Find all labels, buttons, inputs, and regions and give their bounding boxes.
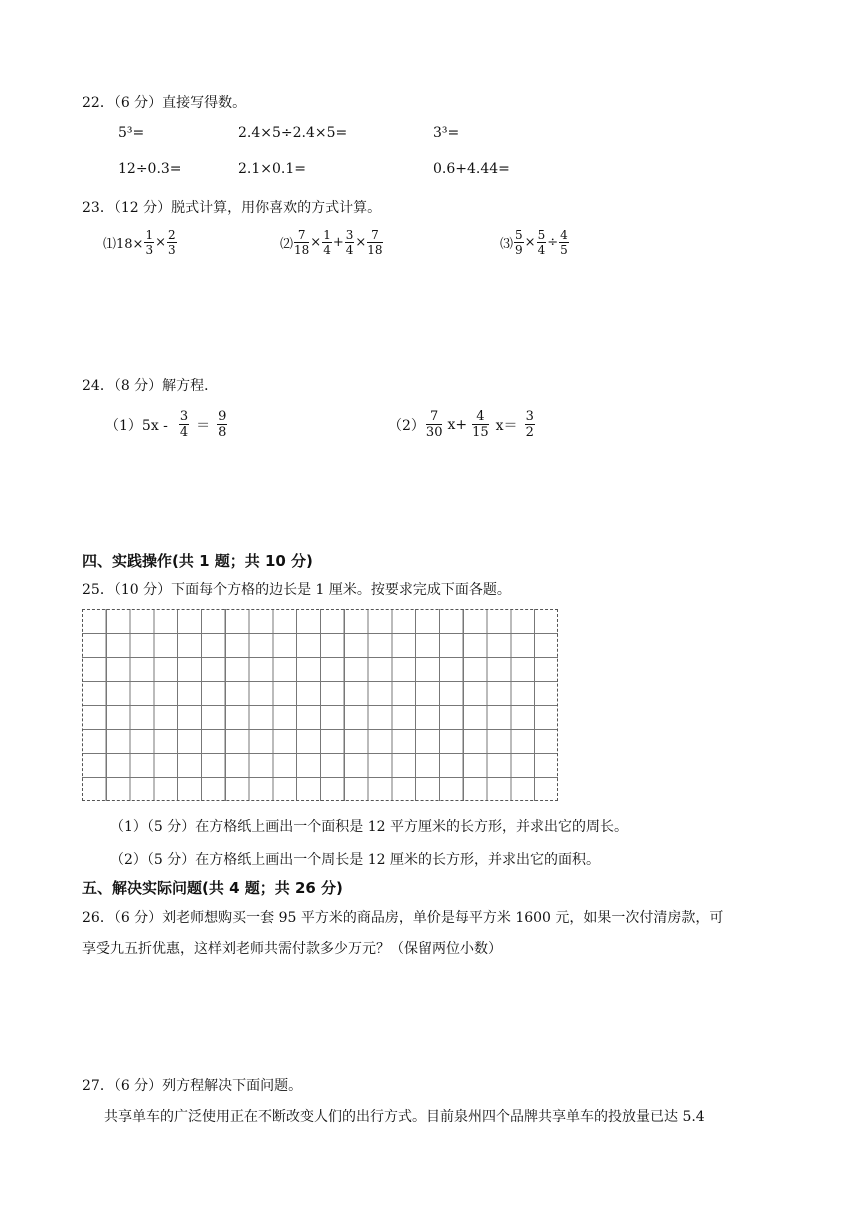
operator: × [524,235,536,250]
q27-title: 27．（6 分）列方程解决下面问题。 [82,1078,303,1094]
q27-line-1: 共享单车的广泛使用正在不断改变人们的出行方式。目前泉州四个品牌共享单车的投放量已达 5.4 [104,1109,705,1125]
fraction: $\frac{3}{2}$ [525,409,534,440]
fraction: $\frac{7}{18}$ [294,228,310,257]
operator: ÷ [547,235,559,250]
equation-text: x＝ [495,417,518,434]
fraction: $\frac{7}{30}$ [425,409,443,440]
q24-equation-1 [105,410,228,439]
section-heading-5: 五、解决实际问题(共 4 题；共 26 分) [82,879,343,897]
fraction: $\frac{5}{4}$ [537,228,546,257]
q22-item-4: 12÷0.3= [118,161,182,177]
operator: × [355,235,367,250]
fraction: $\frac{4}{5}$ [560,228,568,257]
q25-part-2: （2）（5 分）在方格纸上画出一个周长是 12 厘米的长方形，并求出它的面积。 [110,852,600,868]
fraction: $\frac{7}{18}$ [367,228,383,257]
fraction: $\frac{1}{3}$ [145,228,154,257]
q22-item-6: 0.6+4.44= [433,161,510,177]
expr-label: ⑴18× [103,237,144,252]
expr-label: ⑶ [500,237,514,252]
equation-label: （1）5x - [105,417,168,434]
q23-title: 23．（12 分）脱式计算，用你喜欢的方式计算。 [82,200,382,216]
equals-sign: ＝ [196,417,211,434]
grid-paper[interactable] [82,609,558,801]
operator: + [332,235,344,250]
operator: × [155,235,166,250]
q22-title: 22．（6 分）直接写得数。 [82,95,247,111]
operator: × [310,235,322,250]
fraction: $\frac{3}{4}$ [345,228,354,257]
q24-title: 24．（8 分）解方程． [82,378,219,394]
fraction: $\frac{2}{3}$ [167,228,176,257]
q23-expression-3 [500,229,570,256]
q23-expression-1 [103,229,178,256]
q24-equation-2 [388,410,536,439]
section-heading-4: 四、实践操作(共 1 题；共 10 分) [82,552,313,570]
fraction: $\frac{5}{9}$ [515,228,523,257]
q22-item-3: 3³= [433,125,460,141]
q22-item-1: 5³= [118,125,145,141]
fraction: $\frac{4}{15}$ [472,409,489,440]
q26-line-2: 享受九五折优惠，这样刘老师共需付款多少万元？（保留两位小数） [82,941,502,957]
equation-label: （2） [388,417,425,434]
q26-line-1: 26．（6 分）刘老师想购买一套 95 平方米的商品房，单价是每平方米 1600 元，如果一次付清房款，可 [82,910,724,926]
expr-label: ⑵ [280,237,294,252]
q25-title: 25．（10 分）下面每个方格的边长是 1 厘米。按要求完成下面各题。 [82,582,511,598]
q22-item-5: 2.1×0.1= [238,161,306,177]
fraction: $\frac{9}{8}$ [218,409,227,440]
fraction: $\frac{3}{4}$ [179,409,189,440]
q22-item-2: 2.4×5÷2.4×5= [238,125,348,141]
q23-expression-2 [280,229,384,256]
equation-text: x+ [447,416,468,433]
q25-part-1: （1）（5 分）在方格纸上画出一个面积是 12 平方厘米的长方形，并求出它的周长。 [110,819,628,835]
fraction: $\frac{1}{4}$ [323,228,331,257]
